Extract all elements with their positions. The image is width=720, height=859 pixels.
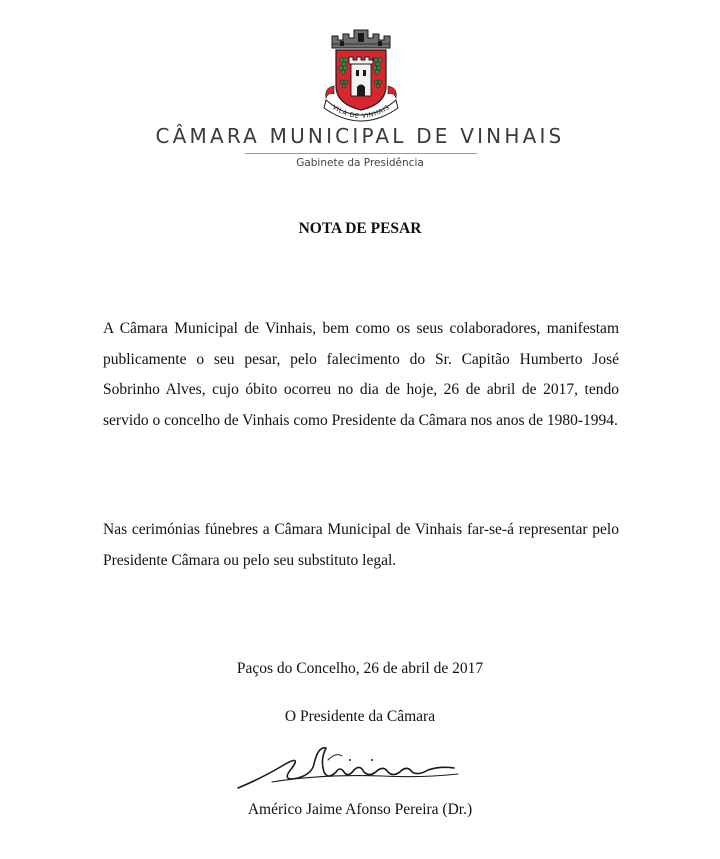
handwritten-signature xyxy=(232,738,462,794)
body-paragraph-2: Nas cerimónias fúnebres a Câmara Municipal de Vinhais far-se-á representar pelo Presidente Câmara ou pelo seu substituto legal. xyxy=(103,521,619,569)
signer-name: Américo Jaime Afonso Pereira (Dr.) xyxy=(247,801,473,818)
signature-role: O Presidente da Câmara xyxy=(284,708,436,725)
municipal-crest-logo xyxy=(318,26,404,126)
crest-motto-text: VILA DE VINHAIS xyxy=(330,103,392,121)
office-name: Gabinete da Presidência xyxy=(296,157,424,169)
body-paragraph-1: A Câmara Municipal de Vinhais, bem como os seus colaboradores, manifestam publicamente o seu pesar, pelo falecimento do Sr. Capitão Humberto José Sobrinho Alves, cujo óbito ocorreu no dia de hoje, 26 de abril de 2017, tendo servido o concelho de Vinhais como Presidente da Câmara nos anos de 1980-1994. xyxy=(103,320,619,429)
mural-crown-icon xyxy=(332,30,390,48)
document-title: NOTA DE PESAR xyxy=(298,220,422,237)
tower-icon xyxy=(349,57,373,96)
header-divider xyxy=(245,153,477,154)
right-scroll-icon xyxy=(388,86,396,98)
organization-name: CÂMARA MUNICIPAL DE VINHAIS xyxy=(155,124,565,148)
left-scroll-icon xyxy=(326,86,334,98)
place-and-date: Paços do Concelho, 26 de abril de 2017 xyxy=(236,660,484,677)
